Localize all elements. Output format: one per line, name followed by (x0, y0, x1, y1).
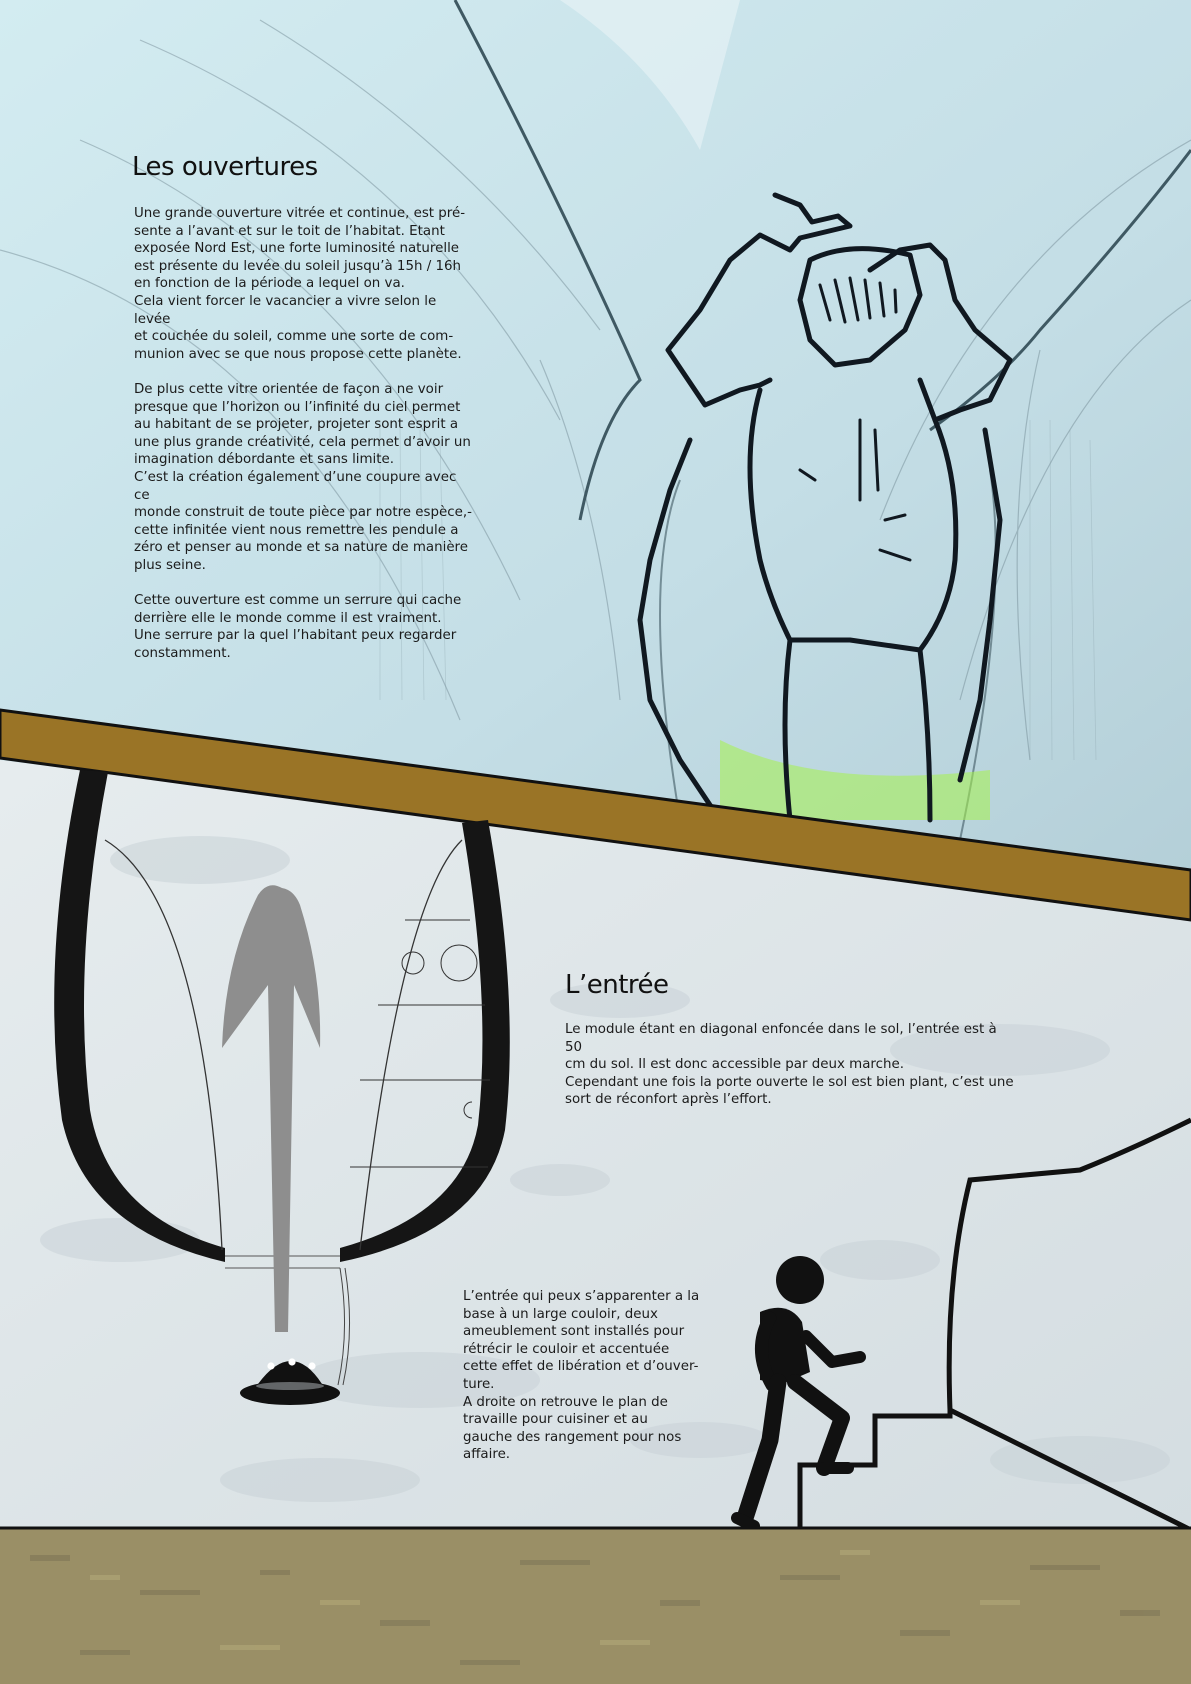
section-title-ouvertures: Les ouvertures (132, 152, 318, 182)
paragraph: L’entrée qui peux s’apparenter a la base à un large couloir, deux ameublement sont installés pour rétrécir le couloir et accentuée cette effet de libération et d’ouver- ture. A droite on retrouve le plan de travaille pour cuisiner et au gauche des rangement pour nos affaire. (463, 1289, 700, 1463)
section-body-ouvertures (134, 205, 474, 662)
section-title-entree: L’entrée (565, 970, 669, 1000)
paragraph: Cette ouverture est comme un serrure qui cache derrière elle le monde comme il est vraiment. Une serrure par la quel l’habitant peux regarder constamment. (134, 593, 462, 661)
paragraph: De plus cette vitre orientée de façon a ne voir presque que l’horizon ou l’infinité du ciel permet au habitant de se projeter, projeter sont esprit a une plus grande créativité, cela permet d’avoir un imagination débordante et sans limite. C’est la création également d’une coupure avec ce monde construit de toute pièce par notre espèce,- cette infinitée vient nous remettre les pendule a zéro et penser au monde et sa nature de manière plus seine. (134, 381, 472, 573)
paragraph: Une grande ouverture vitrée et continue, est pré- sente a l’avant et sur le toit de l’habitat. Etant exposée Nord Est, une forte luminosité naturelle est présente du levée du soleil jusqu’à 15h / 16h en fonction de la période a lequel on va. Cela vient forcer le vacancier a vivre selon le levée et couchée du soleil, comme une sorte de com- munion avec se que nous propose cette planète. (134, 206, 466, 362)
paragraph: Le module étant en diagonal enfoncée dans le sol, l’entrée est à 50 cm du sol. Il est donc accessible par deux marche. Cependant une fois la porte ouverte le sol est bien plant, c’est une sort de réconfort après l’effort. (565, 1022, 1014, 1108)
section-body-couloir (463, 1288, 703, 1464)
section-body-entree (565, 1021, 1015, 1109)
ground-strip (0, 1527, 1191, 1684)
